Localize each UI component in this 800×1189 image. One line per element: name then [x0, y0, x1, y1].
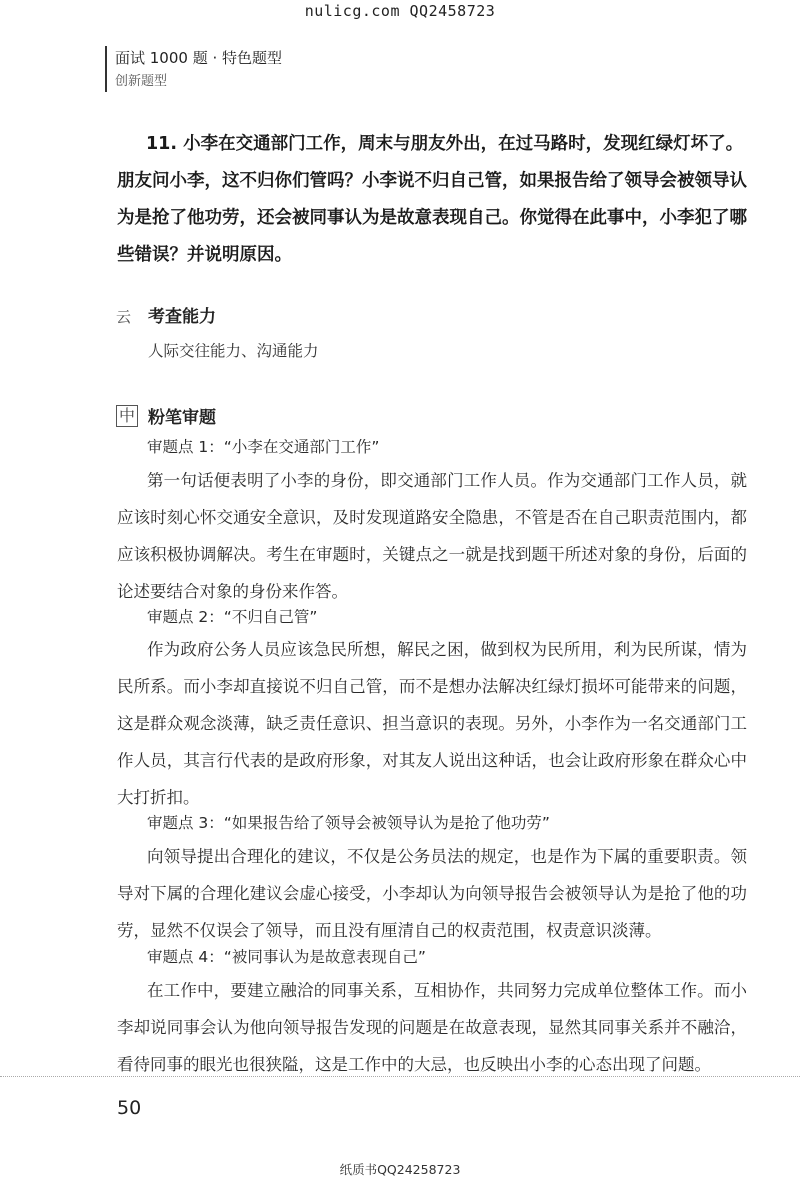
review-point-1-label: 审题点 1：“小李在交通部门工作” [147, 438, 380, 456]
review-icon: 中 [116, 405, 138, 427]
review-point-2-text: 作为政府公务人员应该急民所想，解民之困，做到权为民所用，利为民所谋，情为民所系。而小李却直接说不归自己管，而不是想办法解决红绿灯损坏可能带来的问题，这是群众观念淡薄，缺乏责任意识、担当意识的表现。另外，小李作为一名交通部门工作人员，其言行代表的是政府形象，对其友人说出这种话，也会让政府形象在群众心中大打折扣。 [117, 640, 747, 807]
ability-section-title: 考查能力 [148, 307, 216, 327]
header-divider [105, 46, 107, 92]
running-header-subtitle: 创新题型 [115, 74, 168, 89]
cloud-icon: 云 [116, 308, 132, 326]
top-watermark: nulicg.com QQ2458723 [304, 2, 496, 20]
page-number: 50 [117, 1097, 142, 1119]
ability-content: 人际交往能力、沟通能力 [148, 342, 319, 360]
scan-artifact-line [0, 1076, 800, 1078]
review-point-3-label: 审题点 3：“如果报告给了领导会被领导认为是抢了他功劳” [147, 814, 550, 832]
review-point-2-label: 审题点 2：“不归自己管” [147, 608, 318, 626]
question-text: 11. 小李在交通部门工作，周末与朋友外出，在过马路时，发现红绿灯坏了。朋友问小李，这不归你们管吗？小李说不归自己管，如果报告给了领导会被领导认为是抢了他功劳，还会被同事认为是故意表现自己。你觉得在此事中，小李犯了哪些错误？并说明原因。 [117, 134, 747, 265]
running-header-title: 面试 1000 题 · 特色题型 [115, 49, 283, 67]
review-section-title: 粉笔审题 [148, 408, 216, 428]
review-point-4-text: 在工作中，要建立融洽的同事关系，互相协作，共同努力完成单位整体工作。而小李却说同事会认为他向领导报告发现的问题是在故意表现，显然其同事关系并不融洽，看待同事的眼光也很狭隘，这是工作中的大忌，也反映出小李的心态出现了问题。 [117, 981, 747, 1074]
review-point-1-text: 第一句话便表明了小李的身份，即交通部门工作人员。作为交通部门工作人员，就应该时刻心怀交通安全意识，及时发现道路安全隐患，不管是否在自己职责范围内，都应该积极协调解决。考生在审题时，关键点之一就是找到题干所述对象的身份，后面的论述要结合对象的身份来作答。 [117, 471, 747, 601]
bottom-watermark: 纸质书QQ24258723 [339, 1162, 461, 1177]
review-point-3-text: 向领导提出合理化的建议，不仅是公务员法的规定，也是作为下属的重要职责。领导对下属的合理化建议会虚心接受，小李却认为向领导报告会被领导认为是抢了他的功劳，显然不仅误会了领导，而且没有厘清自己的权责范围，权责意识淡薄。 [117, 847, 747, 940]
review-point-4-label: 审题点 4：“被同事认为是故意表现自己” [147, 948, 426, 966]
